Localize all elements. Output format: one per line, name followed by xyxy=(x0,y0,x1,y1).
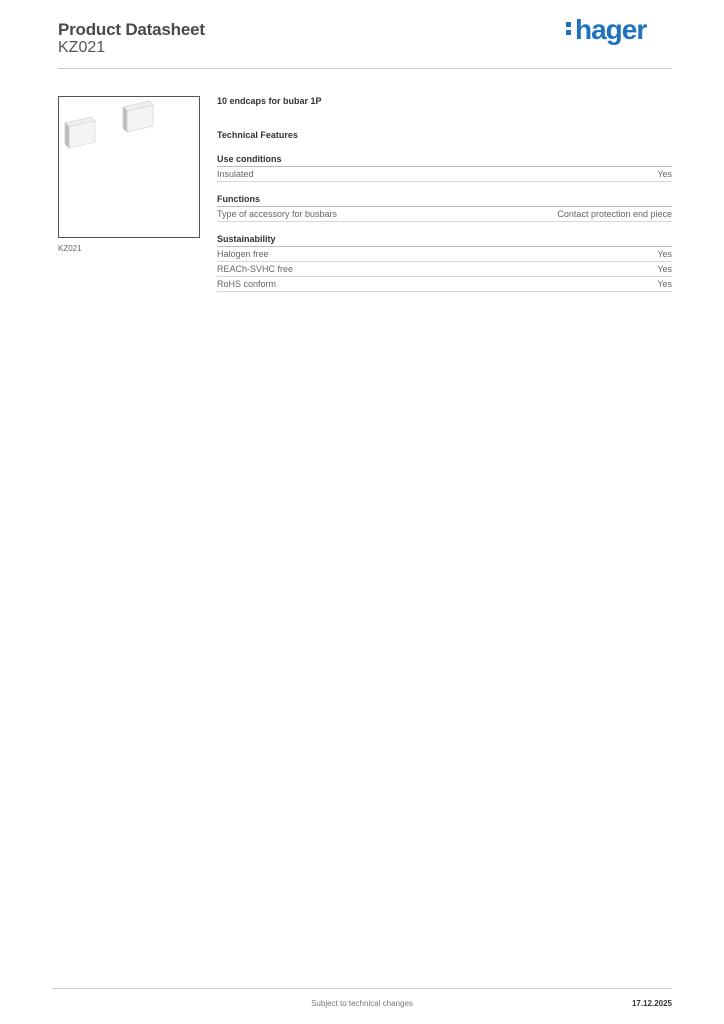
footer-note: Subject to technical changes xyxy=(311,999,413,1008)
feature-value: Yes xyxy=(657,169,672,179)
feature-value: Contact protection end piece xyxy=(557,209,672,219)
page-title: Product Datasheet xyxy=(58,20,205,39)
brand-logo xyxy=(566,14,646,46)
feature-row xyxy=(217,247,672,262)
image-caption: KZ021 xyxy=(58,244,82,253)
feature-label: Type of accessory for busbars xyxy=(217,209,338,219)
feature-label: Halogen free xyxy=(217,249,269,259)
feature-row xyxy=(217,277,672,292)
feature-row xyxy=(217,167,672,182)
endcap-product-icon xyxy=(59,97,199,237)
feature-row xyxy=(217,262,672,277)
feature-label: Insulated xyxy=(217,169,254,179)
feature-row xyxy=(217,207,672,222)
product-code: KZ021 xyxy=(58,39,106,56)
logo-text: hager xyxy=(575,14,647,45)
section-title: Sustainability xyxy=(217,234,672,247)
product-name: 10 endcaps for bubar 1P xyxy=(217,96,322,106)
section-title: Use conditions xyxy=(217,154,672,167)
product-details xyxy=(217,96,672,292)
section-title: Functions xyxy=(217,194,672,207)
footer-date: 17.12.2025 xyxy=(631,999,672,1008)
header-divider xyxy=(58,68,672,69)
product-image xyxy=(58,96,200,238)
feature-label: RoHS conform xyxy=(217,279,277,289)
feature-sections xyxy=(217,154,672,292)
logo-dots-icon xyxy=(566,19,572,38)
feature-label: REACh-SVHC free xyxy=(217,264,294,274)
feature-value: Yes xyxy=(657,249,672,259)
footer-divider xyxy=(52,988,672,989)
feature-value: Yes xyxy=(657,264,672,274)
feature-value: Yes xyxy=(657,279,672,289)
technical-features-heading: Technical Features xyxy=(217,130,298,140)
